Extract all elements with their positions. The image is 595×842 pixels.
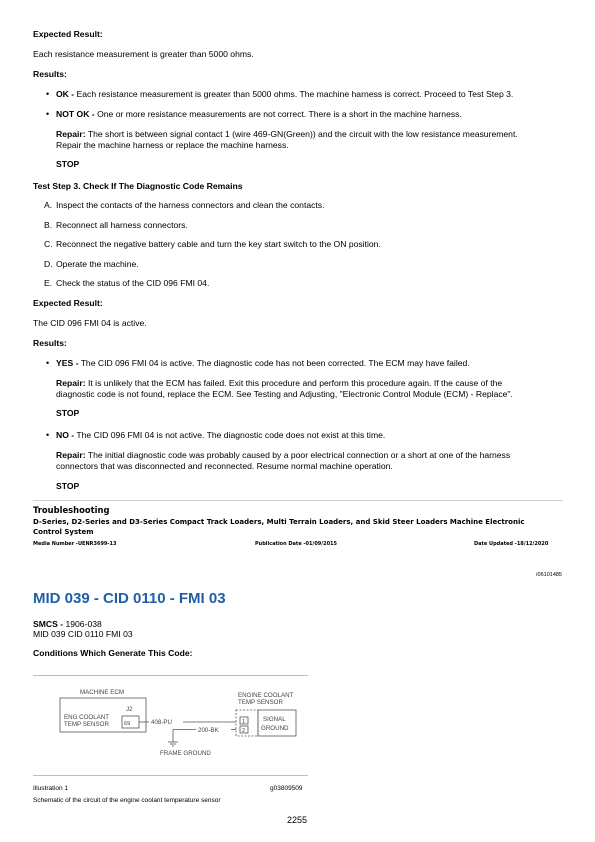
ecm-circuit-label-line-1: ENG COOLANT bbox=[64, 714, 110, 721]
results-heading: Results: bbox=[33, 338, 67, 348]
frame-ground-label: FRAME GROUND bbox=[160, 750, 211, 757]
ok-text: Each resistance measurement is greater than 5000 ohms. The machine harness is correct. Proceed to Test Step 3. bbox=[76, 89, 514, 99]
ground-wire-label: 200-BK bbox=[198, 727, 219, 734]
step-text: Inspect the contacts of the harness connectors and clean the contacts. bbox=[56, 200, 325, 210]
footer-title: Troubleshooting bbox=[33, 505, 110, 515]
sensor-ground-label: GROUND bbox=[261, 725, 289, 732]
expected-result-text: Each resistance measurement is greater than 5000 ohms. bbox=[33, 49, 254, 59]
connector-label: J2 bbox=[126, 706, 133, 713]
repair-note bbox=[56, 450, 510, 461]
smcs-label: SMCS - bbox=[33, 619, 64, 629]
step-letter: C. bbox=[44, 239, 53, 249]
repair-line-1: The initial diagnostic code was probably caused by a poor electrical connection or a short at one of the harness bbox=[87, 450, 511, 460]
step-letter: B. bbox=[44, 220, 53, 230]
repair-line-1: The short is between signal contact 1 (wire 469-GN(Green)) and the circuit with the low resistance measurement. bbox=[87, 129, 518, 139]
illustration-caption: Schematic of the circuit of the engine coolant temperature sensor bbox=[33, 797, 221, 804]
conditions-heading: Conditions Which Generate This Code: bbox=[33, 648, 193, 658]
yes-label: YES - bbox=[56, 358, 79, 368]
repair-label: Repair: bbox=[56, 129, 86, 139]
smcs-line bbox=[33, 619, 102, 630]
step-letter: D. bbox=[44, 259, 53, 269]
stop-label: STOP bbox=[56, 481, 80, 491]
step-letter: A. bbox=[44, 200, 53, 210]
no-label: NO - bbox=[56, 430, 75, 440]
expected-result-heading: Expected Result: bbox=[33, 298, 103, 308]
sensor-title-line-1: ENGINE COOLANT bbox=[238, 692, 294, 699]
footer-subtitle-line-2: Control System bbox=[33, 527, 94, 536]
signal-wire-label: 408-PU bbox=[151, 719, 172, 726]
not-ok-text: One or more resistance measurements are not correct. There is a short in the machine harness. bbox=[97, 109, 462, 119]
bullet-icon: • bbox=[46, 358, 50, 368]
machine-ecm-label: MACHINE ECM bbox=[80, 689, 125, 696]
footer-subtitle-line-1: D-Series, D2-Series and D3-Series Compact Track Loaders, Multi Terrain Loaders, and Skid Steer Loaders Machine Electronic bbox=[33, 518, 525, 526]
repair-note bbox=[56, 129, 518, 140]
sensor-pin-2: 2 bbox=[242, 728, 246, 734]
sensor-pin-1: 1 bbox=[242, 719, 246, 725]
bullet-icon: • bbox=[46, 109, 50, 119]
no-text: The CID 096 FMI 04 is not active. The diagnostic code does not exist at this time. bbox=[76, 430, 386, 440]
bullet-icon: • bbox=[46, 430, 50, 440]
illustration-label: Illustration 1 bbox=[33, 785, 69, 792]
sensor-title-line-2: TEMP SENSOR bbox=[238, 699, 283, 706]
illustration-top-rule bbox=[33, 675, 308, 676]
illustration-bottom-rule bbox=[33, 775, 308, 776]
test-step-3-heading: Test Step 3. Check If The Diagnostic Code Remains bbox=[33, 181, 243, 191]
yes-result bbox=[56, 358, 470, 369]
no-result bbox=[56, 430, 385, 441]
repair-line-2: diagnostic code is not found, replace the ECM. See Testing and Adjusting, "Electronic Control Module (ECM) - Replace". bbox=[56, 388, 513, 399]
sensor-connector-box bbox=[236, 710, 258, 736]
schematic-diagram bbox=[33, 684, 308, 774]
page-number: 2255 bbox=[287, 815, 308, 825]
ecm-pin-number: 69 bbox=[124, 721, 131, 727]
page-title: MID 039 - CID 0110 - FMI 03 bbox=[33, 590, 226, 607]
document-id: i06101485 bbox=[536, 572, 562, 578]
repair-line-1: It is unlikely that the ECM has failed. Exit this procedure and perform this procedure again. If the cause of the bbox=[88, 378, 503, 388]
footer-divider bbox=[33, 500, 563, 501]
illustration-code: g03809509 bbox=[270, 785, 303, 792]
step-text: Reconnect the negative battery cable and turn the key start switch to the ON position. bbox=[56, 239, 381, 249]
step-text: Reconnect all harness connectors. bbox=[56, 220, 188, 230]
not-ok-result bbox=[56, 109, 462, 120]
repair-label: Repair: bbox=[56, 450, 86, 460]
expected-result-text: The CID 096 FMI 04 is active. bbox=[33, 318, 147, 328]
sensor-box bbox=[258, 710, 296, 736]
results-heading: Results: bbox=[33, 69, 67, 79]
step-text: Operate the machine. bbox=[56, 259, 139, 269]
bullet-icon: • bbox=[46, 89, 50, 99]
expected-result-heading: Expected Result: bbox=[33, 29, 103, 39]
ok-label: OK - bbox=[56, 89, 75, 99]
yes-text: The CID 096 FMI 04 is active. The diagnostic code has not been corrected. The ECM may have failed. bbox=[80, 358, 470, 368]
stop-label: STOP bbox=[56, 159, 80, 169]
repair-line-2: Repair the machine harness or replace the machine harness. bbox=[56, 139, 289, 150]
not-ok-label: NOT OK - bbox=[56, 109, 95, 119]
stop-label: STOP bbox=[56, 408, 80, 418]
date-updated: Date Updated -18/12/2020 bbox=[474, 541, 549, 547]
smcs-code: 1906-038 bbox=[65, 619, 102, 629]
ok-result bbox=[56, 89, 513, 100]
publication-date: Publication Date -01/09/2015 bbox=[255, 541, 338, 547]
code-line: MID 039 CID 0110 FMI 03 bbox=[33, 629, 133, 639]
repair-line-2: connectors that was disconnected and reconnected. Resume normal machine operation. bbox=[56, 460, 393, 471]
ecm-circuit-label-line-2: TEMP SENSOR bbox=[64, 721, 109, 728]
repair-label: Repair: bbox=[56, 378, 86, 388]
step-letter: E. bbox=[44, 278, 53, 288]
media-number: Media Number -UENR3699-13 bbox=[33, 541, 117, 547]
sensor-signal-label: SIGNAL bbox=[263, 716, 286, 723]
step-text: Check the status of the CID 096 FMI 04. bbox=[56, 278, 210, 288]
repair-note bbox=[56, 378, 502, 389]
